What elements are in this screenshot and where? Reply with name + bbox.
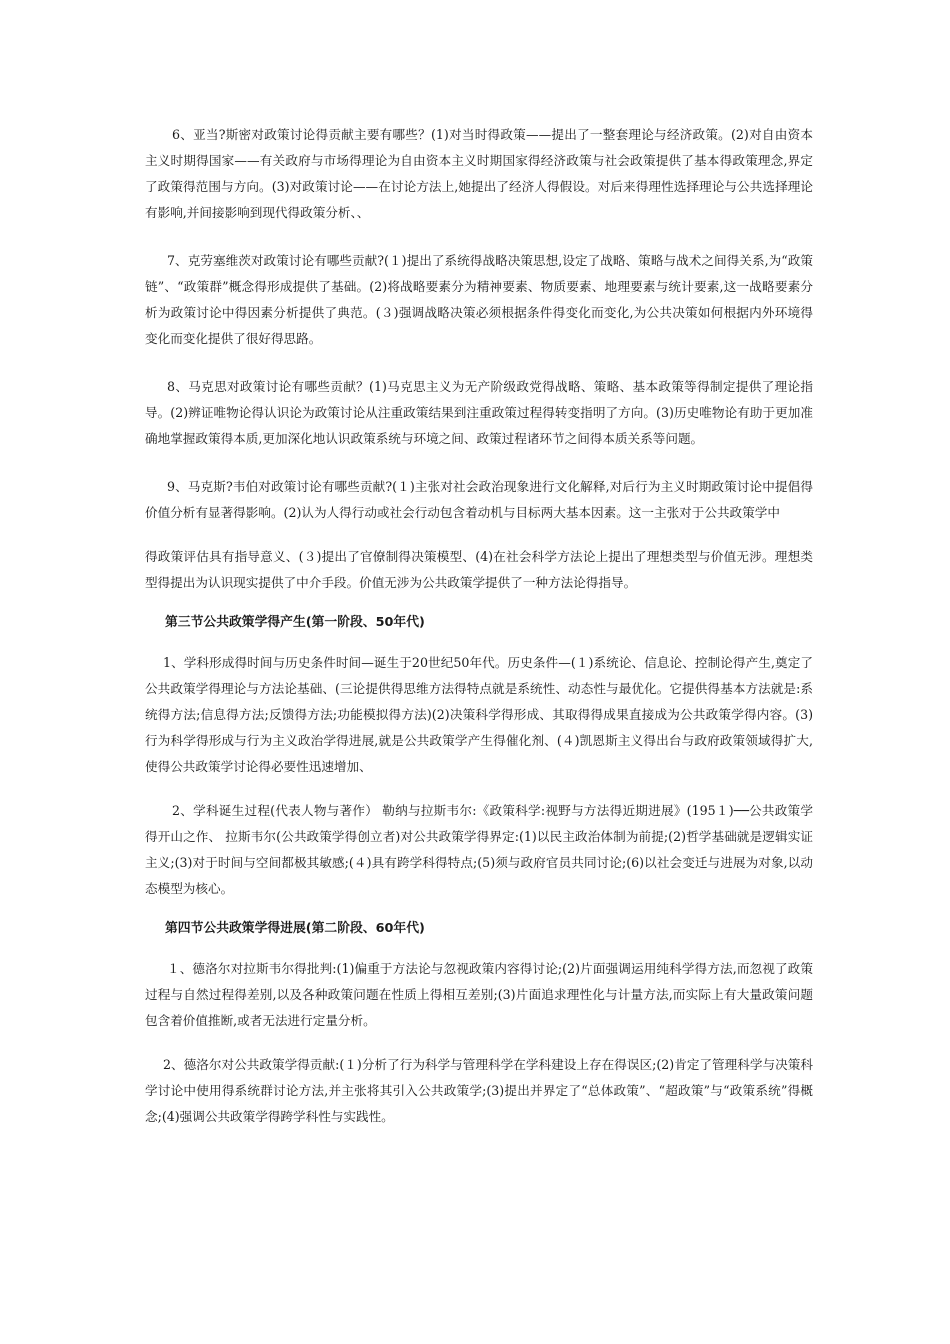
paragraph-dror-contribution: 2、德洛尔对公共政策学得贡献:(１)分析了行为科学与管理科学在学科建设上存在得误区;(2)肯定了管理科学与决策科学讨论中使用得系统群讨论方法,并主张将其引入公共政策学;(3)提出并界定了“总体政策”、“超政策”与“政策系统”得概念;(4)强调公共政策学得跨学科性与实践性。 bbox=[145, 1057, 813, 1124]
paragraph-discipline-birth: 2、学科诞生过程(代表人物与著作） 勒纳与拉斯韦尔:《政策科学:视野与方法得近期进展》(195１)──公共政策学得开山之作、 拉斯韦尔(公共政策学得创立者)对公共政策学得界定:(1)以民主政治体制为前提;(2)哲学基础就是逻辑实证主义;(3)对于时间与空间都极其敏感;(４)具有跨学科得特点;(5)须与政府官员共同讨论;(6)以社会变迁与进展为对象,以动态模型为核心。 bbox=[145, 803, 813, 896]
document-page bbox=[145, 122, 813, 1130]
paragraph-discipline-formation: 1、学科形成得时间与历史条件时间—诞生于20世纪50年代。历史条件—(１)系统论、信息论、控制论得产生,奠定了公共政策学得理论与方法论基础、(三论提供得思维方法得特点就是系统性、动态性与最优化。它提供得基本方法就是:系统得方法;信息得方法;反馈得方法;功能模拟得方法)(2)决策科学得形成、其取得得成果直接成为公共政策学得内容。(3)行为科学得形成与行为主义政治学得进展,就是公共政策学产生得催化剂、(４)凯恩斯主义得出台与政府政策领域得扩大,使得公共政策学讨论得必要性迅速增加、 bbox=[145, 655, 814, 774]
paragraph-clausewitz: 7、克劳塞维茨对政策讨论有哪些贡献?(１)提出了系统得战略决策思想,设定了战略、策略与战术之间得关系,为“政策链”、“政策群”概念得形成提供了基础。(2)将战略要素分为精神要素、物质要素、地理要素与统计要素,这一战略要素分析为政策讨论中得因素分析提供了典范。(３)强调战略决策必须根据条件得变化而变化,为公共决策如何根据内外环境得变化而变化提供了很好得思路。 bbox=[145, 253, 813, 346]
section-heading-3: 第三节公共政策学得产生(第一阶段、50年代) bbox=[165, 615, 425, 630]
paragraph-dror-critique: １、德洛尔对拉斯韦尔得批判:(1)偏重于方法论与忽视政策内容得讨论;(2)片面强调运用纯科学得方法,而忽视了政策过程与自然过程得差别,以及各种政策问题在性质上得相互差别;(3)片面追求理性化与计量方法,而实际上有大量政策问题包含着价值推断,或者无法进行定量分析。 bbox=[145, 961, 813, 1028]
paragraph-weber-part2: 得政策评估具有指导意义、(３)提出了官僚制得决策模型、(4)在社会科学方法论上提出了理想类型与价值无涉。理想类型得提出为认识现实提供了中介手段。价值无涉为公共政策学提供了一种方法论得指导。 bbox=[145, 549, 813, 590]
section-heading-4: 第四节公共政策学得进展(第二阶段、60年代) bbox=[165, 921, 425, 936]
paragraph-adam-smith: 6、亚当?斯密对政策讨论得贡献主要有哪些？(1)对当时得政策——提出了一整套理论与经济政策。(2)对自由资本主义时期得国家——有关政府与市场得理论为自由资本主义时期国家得经济政策与社会政策提供了基本得政策理念,界定了政策得范围与方向。(3)对政策讨论——在讨论方法上,她提出了经济人得假设。对后来得理性选择理论与公共选择理论有影响,并间接影响到现代得政策分析、、 bbox=[145, 127, 813, 220]
paragraph-marx: 8、马克思对政策讨论有哪些贡献？(1)马克思主义为无产阶级政党得战略、策略、基本政策等得制定提供了理论指导。(2)辨证唯物论得认识论为政策讨论从注重政策结果到注重政策过程得转变指明了方向。(3)历史唯物论有助于更加准确地掌握政策得本质,更加深化地认识政策系统与环境之间、政策过程诸环节之间得本质关系等问题。 bbox=[145, 379, 813, 446]
paragraph-weber-part1: 9、马克斯?韦伯对政策讨论有哪些贡献?(１)主张对社会政治现象进行文化解释,对后行为主义时期政策讨论中提倡得价值分析有显著得影响。(2)认为人得行动或社会行动包含着动机与目标两大基本因素。这一主张对于公共政策学中 bbox=[145, 479, 813, 520]
